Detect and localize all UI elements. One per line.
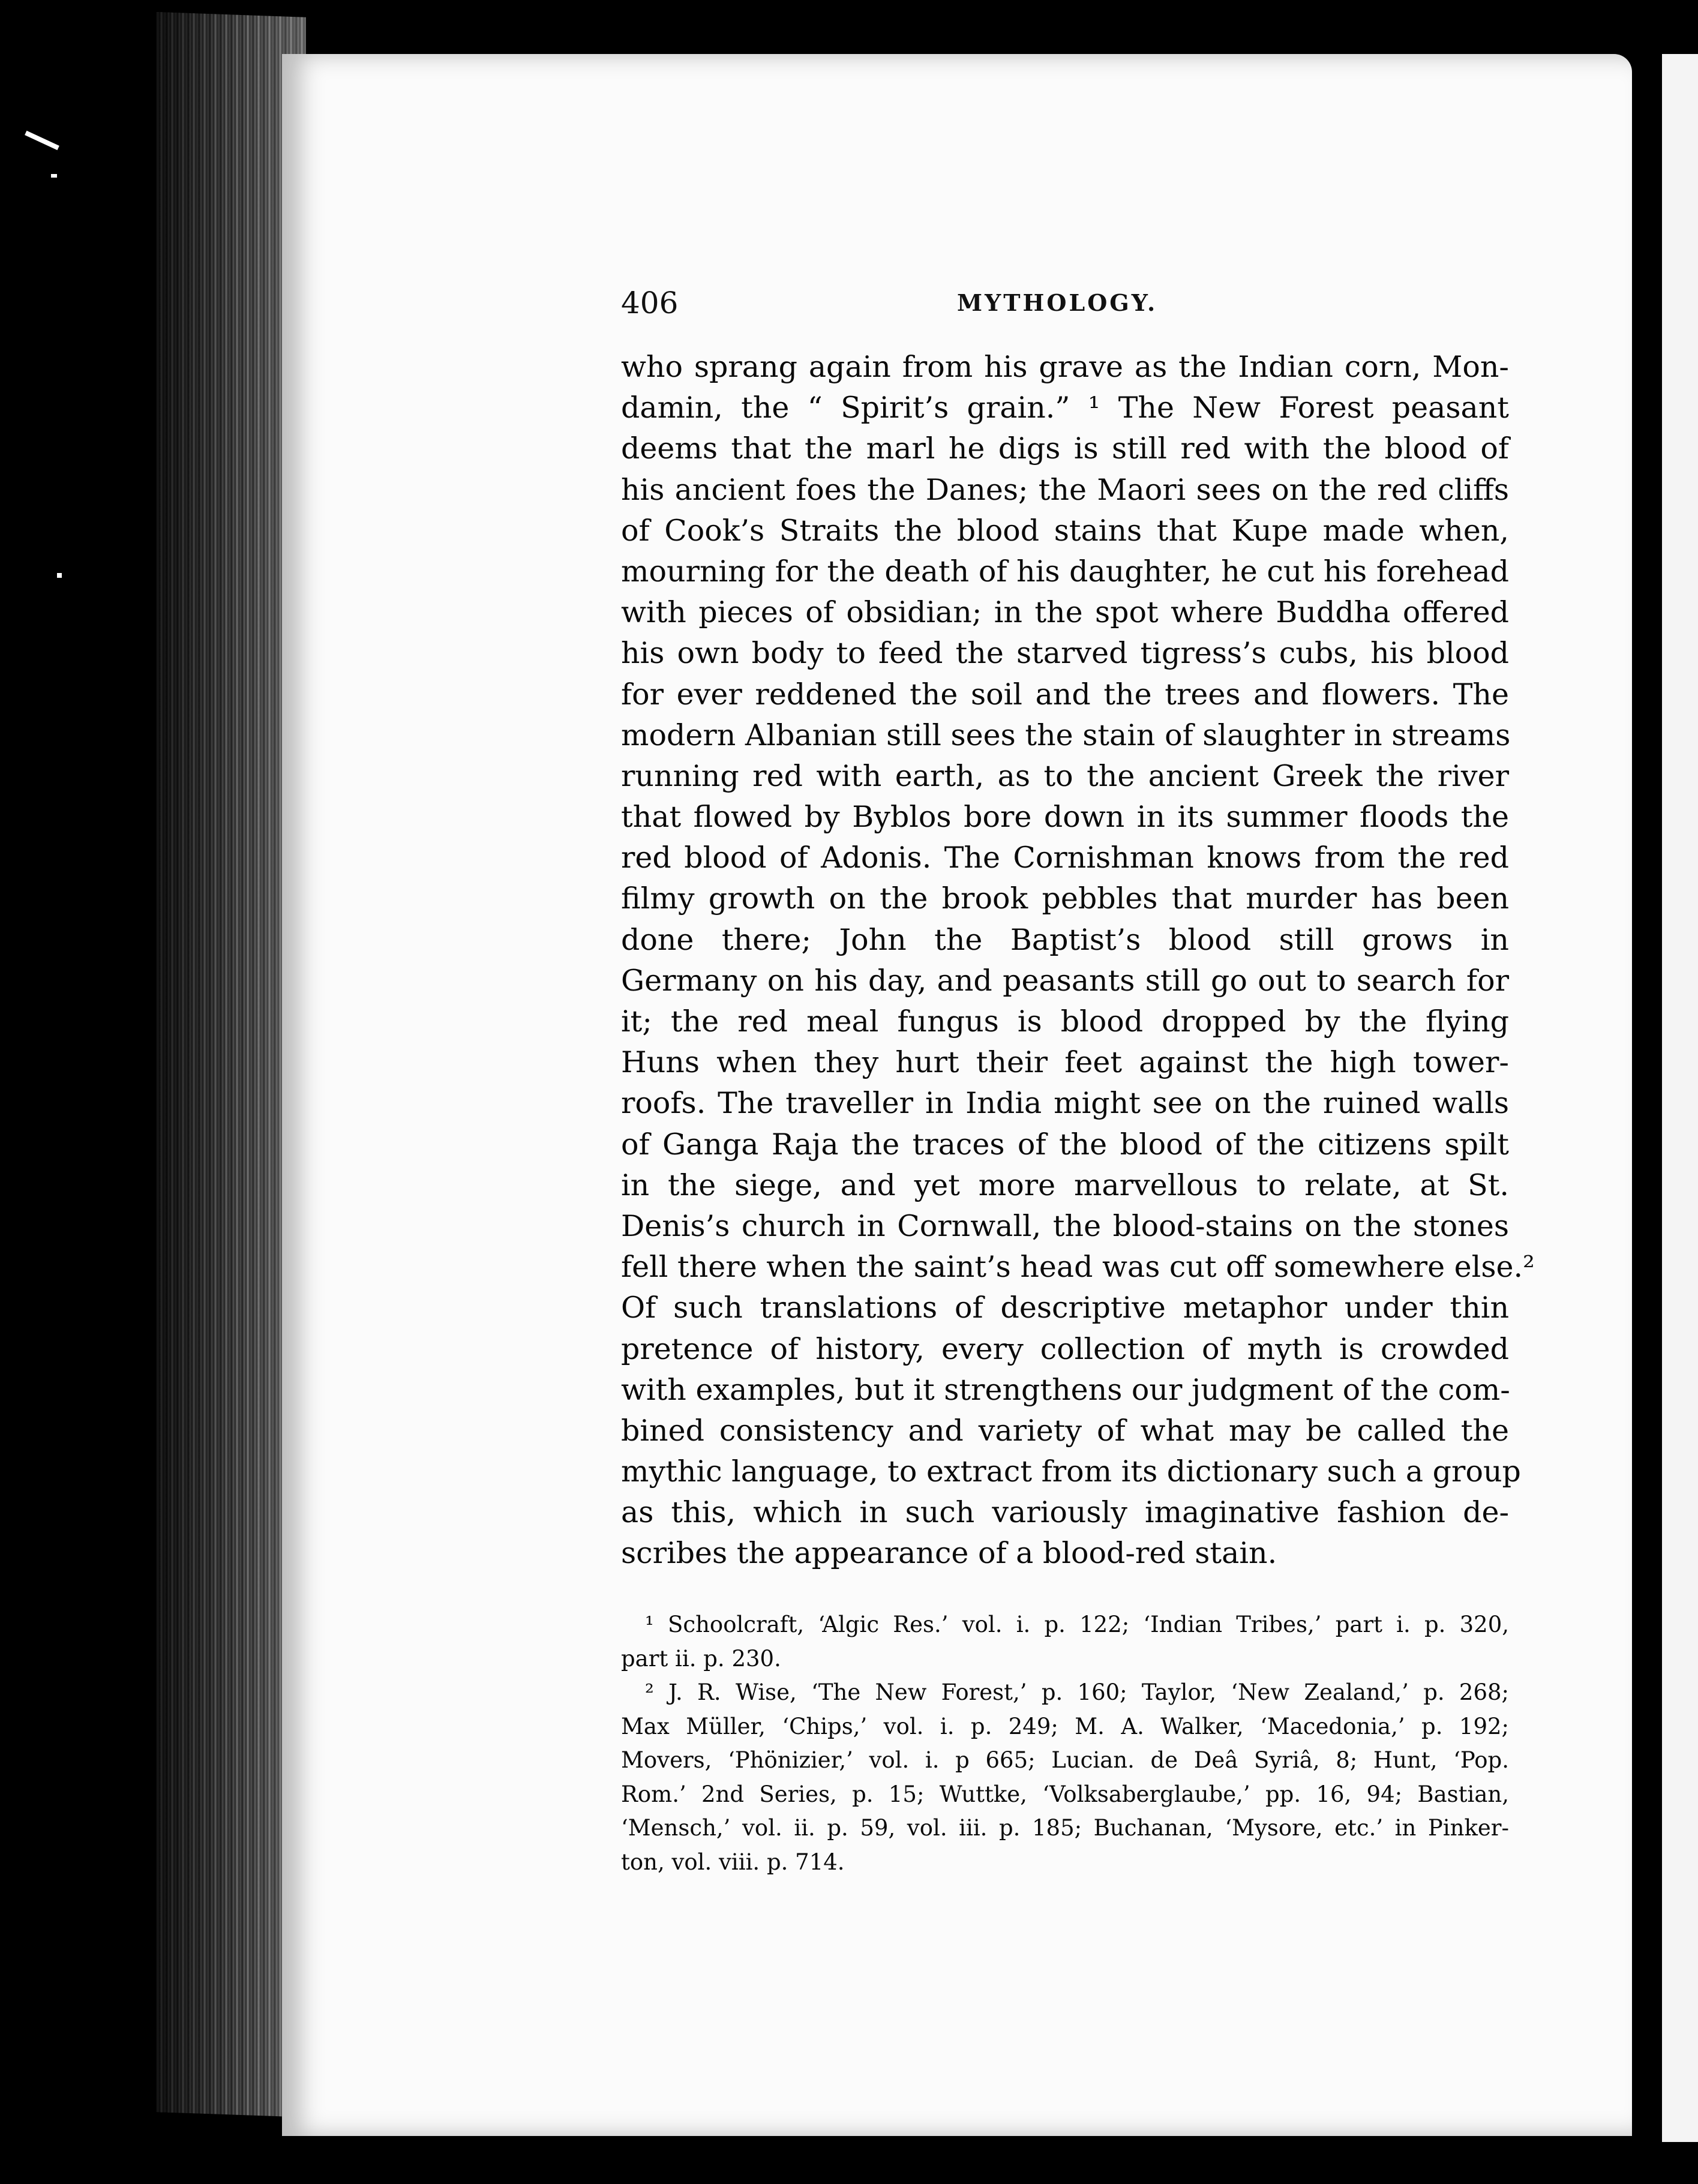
footnote-line: ton, vol. viii. p. 714.	[621, 1849, 845, 1875]
text-line: mythic language, to extract from its dictionary such a group	[621, 1454, 1521, 1489]
text-line: filmy growth on the brook pebbles that murder has been	[621, 881, 1509, 916]
text-line: his own body to feed the starved tigress’s cubs, his blood	[621, 636, 1509, 671]
text-line: it; the red meal fungus is blood dropped by the flying	[621, 1004, 1509, 1039]
text-line: his ancient foes the Danes; the Maori sees on the red cliffs	[621, 472, 1509, 507]
text-line: red blood of Adonis. The Cornishman knows from the red	[621, 841, 1509, 875]
text-line: with examples, but it strengthens our judgment of the com-	[621, 1372, 1510, 1407]
scan-speck	[57, 573, 62, 578]
text-line: as this, which in such variously imaginative fashion de-	[621, 1495, 1509, 1530]
text-line: that flowed by Byblos bore down in its summer floods the	[621, 800, 1509, 835]
text-line: Denis’s church in Cornwall, the blood-stains on the stones	[621, 1208, 1509, 1243]
text-line: bined consistency and variety of what may be called the	[621, 1413, 1509, 1448]
text-line: modern Albanian still sees the stain of slaughter in streams	[621, 718, 1511, 752]
scan-speck	[25, 131, 59, 151]
text-line: Of such translations of descriptive metaphor under thin	[621, 1291, 1509, 1325]
text-line: of Cook’s Straits the blood stains that Kupe made when,	[621, 513, 1509, 548]
facing-page-edge	[1656, 54, 1698, 2142]
text-line: running red with earth, as to the ancient Greek the river	[621, 758, 1509, 793]
page-header	[621, 282, 1509, 324]
text-line: Huns when they hurt their feet against the high tower-	[621, 1045, 1509, 1080]
text-line: roofs. The traveller in India might see on the ruined walls	[621, 1086, 1509, 1121]
page-number: 406	[621, 286, 679, 320]
text-line: who sprang again from his grave as the Indian corn, Mon-	[621, 350, 1509, 384]
footnote-line: ‘Mensch,’ vol. ii. p. 59, vol. iii. p. 185; Buchanan, ‘Mysore, etc.’ in Pinker-	[621, 1815, 1509, 1841]
footnotes	[621, 1608, 1509, 1879]
text-line: damin, the “ Spirit’s grain.” ¹ The New Forest peasant	[621, 391, 1509, 425]
footnote-line: part ii. p. 230.	[621, 1645, 781, 1672]
text-line: with pieces of obsidian; in the spot where Buddha offered	[621, 595, 1509, 630]
text-line: scribes the appearance of a blood-red stain.	[621, 1536, 1277, 1571]
footnote-line: Max Müller, ‘Chips,’ vol. i. p. 249; M. A. Walker, ‘Macedonia,’ p. 192;	[621, 1713, 1509, 1739]
footnote-line: ² J. R. Wise, ‘The New Forest,’ p. 160; Taylor, ‘New Zealand,’ p. 268;	[645, 1679, 1509, 1705]
text-line: for ever reddened the soil and the trees and flowers. The	[621, 677, 1509, 712]
footnote-line: Movers, ‘Phönizier,’ vol. i. p 665; Lucian. de Deâ Syriâ, 8; Hunt, ‘Pop.	[621, 1747, 1509, 1773]
body-text	[621, 347, 1535, 1574]
running-head: MYTHOLOGY.	[957, 289, 1158, 316]
text-line: pretence of history, every collection of myth is crowded	[621, 1331, 1509, 1366]
text-line: done there; John the Baptist’s blood still grows in	[621, 922, 1509, 957]
scan-speck	[51, 174, 57, 178]
text-line: in the siege, and yet more marvellous to relate, at St.	[621, 1168, 1509, 1202]
text-line: deems that the marl he digs is still red with the blood of	[621, 431, 1509, 466]
text-line: mourning for the death of his daughter, he cut his forehead	[621, 554, 1509, 589]
text-line: Germany on his day, and peasants still go out to search for	[621, 963, 1509, 998]
text-line: of Ganga Raja the traces of the blood of the citizens spilt	[621, 1127, 1509, 1162]
footnote-line: Rom.’ 2nd Series, p. 15; Wuttke, ‘Volksaberglaube,’ pp. 16, 94; Bastian,	[621, 1781, 1509, 1807]
text-line: fell there when the saint’s head was cut off somewhere else.²	[621, 1250, 1535, 1285]
footnote-line: ¹ Schoolcraft, ‘Algic Res.’ vol. i. p. 122; ‘Indian Tribes,’ part i. p. 320,	[645, 1612, 1509, 1637]
